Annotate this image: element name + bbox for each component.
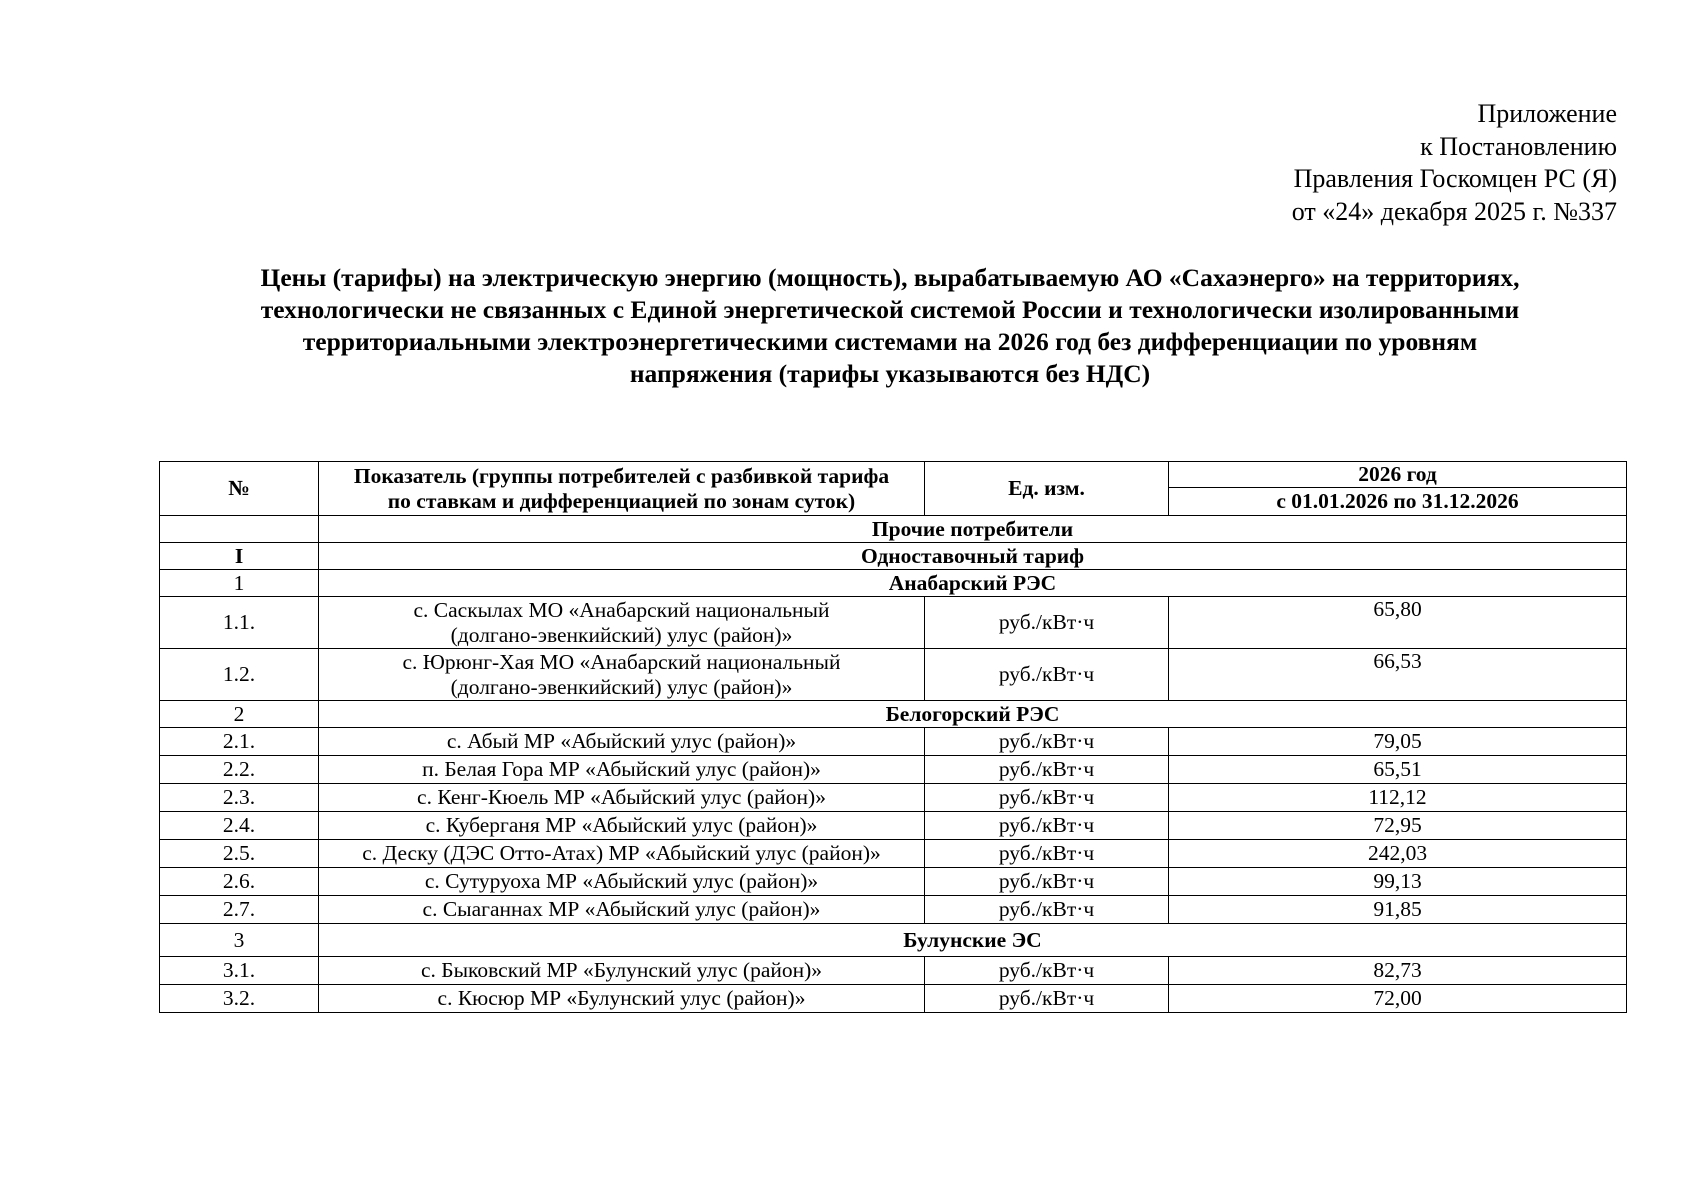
row-unit: руб./кВт·ч	[925, 957, 1169, 985]
row-value: 91,85	[1169, 896, 1627, 924]
row-num: 1.2.	[160, 649, 319, 701]
table-row	[160, 957, 1627, 985]
row-name-line: (долгано-эвенкийский) улус (район)»	[450, 622, 793, 647]
row-unit: руб./кВт·ч	[925, 868, 1169, 896]
row-name	[319, 649, 925, 701]
row-value: 65,51	[1169, 756, 1627, 784]
row-value: 65,80	[1169, 597, 1627, 649]
region-row	[160, 570, 1627, 597]
row-unit: руб./кВт·ч	[925, 649, 1169, 701]
row-num: 2.2.	[160, 756, 319, 784]
row-value: 72,00	[1169, 985, 1627, 1013]
row-name	[319, 597, 925, 649]
title-line: Цены (тарифы) на электрическую энергию (мощность), вырабатываемую АО «Сахаэнерго» на территориях,	[260, 263, 1520, 292]
document-title	[150, 262, 1630, 390]
region-num: 3	[160, 924, 319, 957]
row-name: с. Кюсюр МР «Булунский улус (район)»	[319, 985, 925, 1013]
table-row	[160, 812, 1627, 840]
header-indicator	[319, 462, 925, 516]
row-num: 2.7.	[160, 896, 319, 924]
row-name-line: с. Саскылах МО «Анабарский национальный	[413, 597, 830, 622]
appendix-line: Правления Госкомцен РС (Я)	[1293, 164, 1617, 193]
table-row	[160, 649, 1627, 701]
row-value: 242,03	[1169, 840, 1627, 868]
table-header-row	[160, 462, 1627, 488]
row-name-line: с. Юрюнг-Хая МО «Анабарский национальный	[402, 649, 841, 674]
table-row	[160, 756, 1627, 784]
row-value: 72,95	[1169, 812, 1627, 840]
region-name: Анабарский РЭС	[319, 570, 1627, 597]
row-name: с. Сутуруоха МР «Абыйский улус (район)»	[319, 868, 925, 896]
header-indicator-line: по ставкам и дифференциацией по зонам суток)	[387, 488, 856, 513]
row-name: с. Деску (ДЭС Отто-Атах) МР «Абыйский улус (район)»	[319, 840, 925, 868]
row-unit: руб./кВт·ч	[925, 812, 1169, 840]
section-consumers: Прочие потребители	[319, 516, 1627, 543]
table-row	[160, 985, 1627, 1013]
header-num: №	[160, 462, 319, 516]
tariff-table	[159, 461, 1627, 1013]
group-num: I	[160, 543, 319, 570]
row-name: с. Быковский МР «Булунский улус (район)»	[319, 957, 925, 985]
row-unit: руб./кВт·ч	[925, 896, 1169, 924]
row-num: 2.1.	[160, 728, 319, 756]
appendix-line: к Постановлению	[1420, 131, 1617, 161]
row-name: с. Куберганя МР «Абыйский улус (район)»	[319, 812, 925, 840]
table-row	[160, 597, 1627, 649]
table-row	[160, 728, 1627, 756]
row-value: 82,73	[1169, 957, 1627, 985]
row-value: 79,05	[1169, 728, 1627, 756]
appendix-block	[1097, 98, 1617, 228]
region-name: Булунские ЭС	[319, 924, 1627, 957]
row-num: 3.1.	[160, 957, 319, 985]
group-label: Одноставочный тариф	[319, 543, 1627, 570]
title-line: технологически не связанных с Единой энергетической системой России и технологически изолированными	[260, 295, 1520, 324]
row-value: 66,53	[1169, 649, 1627, 701]
region-row	[160, 701, 1627, 728]
table-row	[160, 784, 1627, 812]
table-row	[160, 868, 1627, 896]
row-num: 1.1.	[160, 597, 319, 649]
row-unit: руб./кВт·ч	[925, 728, 1169, 756]
row-unit: руб./кВт·ч	[925, 985, 1169, 1013]
row-value: 112,12	[1169, 784, 1627, 812]
header-indicator-line: Показатель (группы потребителей с разбивкой тарифа	[353, 463, 890, 488]
region-num: 1	[160, 570, 319, 597]
row-num: 2.4.	[160, 812, 319, 840]
row-name-line: (долгано-эвенкийский) улус (район)»	[450, 674, 793, 699]
region-num: 2	[160, 701, 319, 728]
row-value: 99,13	[1169, 868, 1627, 896]
title-line: территориальными электроэнергетическими системами на 2026 год без дифференциации по уровням	[302, 327, 1478, 356]
row-unit: руб./кВт·ч	[925, 840, 1169, 868]
row-name: п. Белая Гора МР «Абыйский улус (район)»	[319, 756, 925, 784]
section-row	[160, 516, 1627, 543]
row-unit: руб./кВт·ч	[925, 597, 1169, 649]
row-num: 3.2.	[160, 985, 319, 1013]
row-name: с. Абый МР «Абыйский улус (район)»	[319, 728, 925, 756]
appendix-line: Приложение	[1477, 99, 1617, 128]
group-row	[160, 543, 1627, 570]
row-unit: руб./кВт·ч	[925, 784, 1169, 812]
row-unit: руб./кВт·ч	[925, 756, 1169, 784]
row-num: 2.5.	[160, 840, 319, 868]
title-line: напряжения (тарифы указываются без НДС)	[629, 359, 1151, 388]
row-name: с. Сыаганнах МР «Абыйский улус (район)»	[319, 896, 925, 924]
table-row	[160, 896, 1627, 924]
table-row	[160, 840, 1627, 868]
header-period: с 01.01.2026 по 31.12.2026	[1169, 488, 1627, 516]
row-num: 2.6.	[160, 868, 319, 896]
appendix-date-line: от «24» декабря 2025 г. №337	[1291, 196, 1617, 226]
header-year: 2026 год	[1169, 462, 1627, 488]
row-num: 2.3.	[160, 784, 319, 812]
region-name: Белогорский РЭС	[319, 701, 1627, 728]
section-num	[160, 516, 319, 543]
row-name: с. Кенг-Кюель МР «Абыйский улус (район)»	[319, 784, 925, 812]
header-unit: Ед. изм.	[925, 462, 1169, 516]
region-row	[160, 924, 1627, 957]
